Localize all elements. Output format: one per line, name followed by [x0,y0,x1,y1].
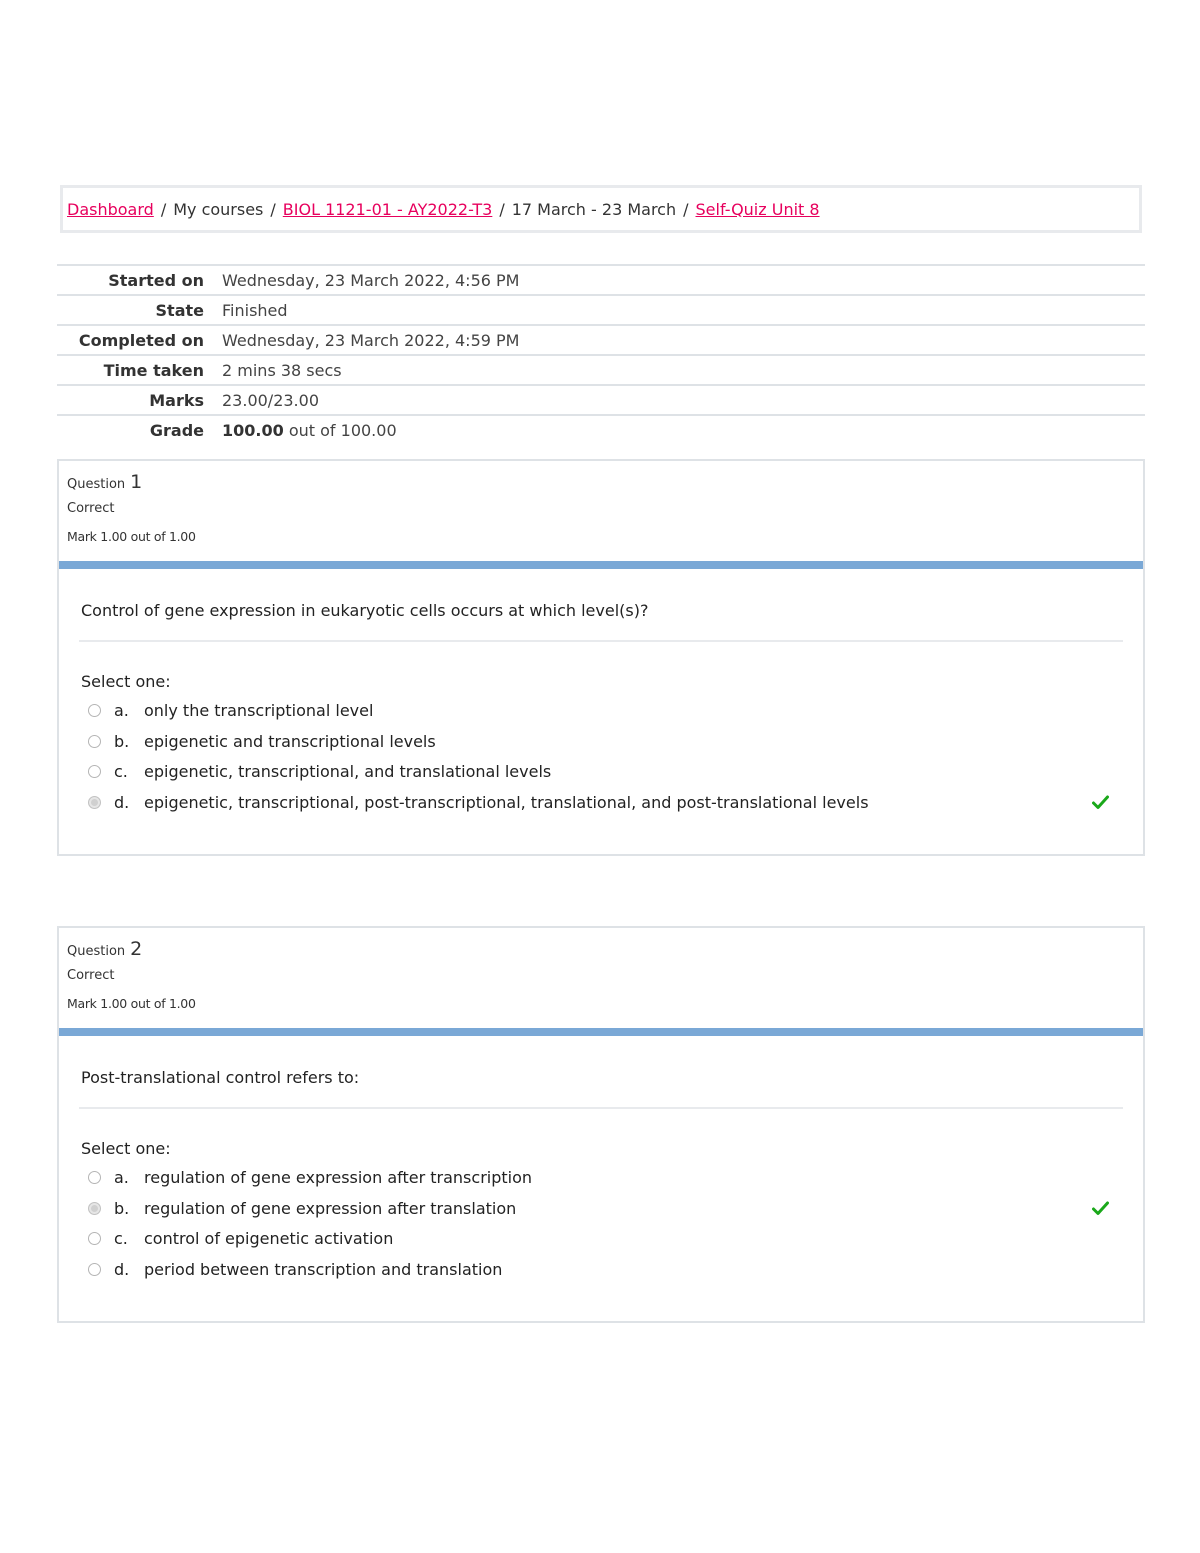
breadcrumb-separator: / [499,199,505,219]
answer-list [79,695,1123,818]
summary-label: Time taken [103,360,204,380]
answer-letter: b. [114,731,130,751]
answer-option-c[interactable] [79,1223,1123,1254]
answer-radio[interactable] [88,1171,101,1184]
grade-score: 100.00 [222,420,284,440]
breadcrumb-separator: / [683,199,689,219]
answer-letter: c. [114,1229,128,1249]
answer-letter: a. [114,1167,129,1187]
summary-row-completed-on [57,326,1145,356]
breadcrumb-my-courses: My courses [173,199,264,219]
answer-letter: d. [114,792,130,812]
summary-value: Wednesday, 23 March 2022, 4:59 PM [222,330,520,350]
answer-option-d[interactable] [79,1254,1123,1285]
breadcrumb-dashboard-link[interactable]: Dashboard [67,199,154,219]
breadcrumb-separator: / [270,199,276,219]
answer-list [79,1162,1123,1285]
summary-row-state [57,296,1145,326]
answer-letter: c. [114,762,128,782]
answer-text: period between transcription and translation [144,1259,503,1279]
answer-radio[interactable] [88,735,101,748]
question-2 [57,926,1145,1323]
answer-text: regulation of gene expression after transcription [144,1167,533,1187]
question-number: 2 [130,938,143,960]
summary-label: State [155,300,204,320]
select-one-prompt: Select one: [81,672,171,691]
breadcrumb [60,185,1142,233]
answer-radio-selected[interactable] [88,796,101,809]
answer-text: control of epigenetic activation [144,1229,394,1249]
question-info [59,461,1143,561]
answer-option-b[interactable] [79,726,1123,757]
answer-text: regulation of gene expression after translation [144,1198,517,1218]
check-icon [1092,1201,1109,1216]
answer-text: epigenetic and transcriptional levels [144,731,436,751]
question-content [59,561,1143,838]
question-number: 1 [130,471,143,493]
answer-radio[interactable] [88,1232,101,1245]
summary-value: 2 mins 38 secs [222,360,342,380]
question-content [59,1028,1143,1305]
question-1 [57,459,1145,856]
attempt-summary-table [57,264,1145,444]
question-title [67,938,1143,966]
answer-option-c[interactable] [79,756,1123,787]
answer-letter: a. [114,700,129,720]
question-mark: Mark 1.00 out of 1.00 [67,529,196,544]
breadcrumb-course-link[interactable]: BIOL 1121-01 - AY2022-T3 [282,199,493,219]
summary-row-started-on [57,266,1145,296]
answer-radio[interactable] [88,765,101,778]
answer-text: only the transcriptional level [144,700,374,720]
summary-label: Marks [149,390,204,410]
breadcrumb-week: 17 March - 23 March [511,199,677,219]
question-state: Correct [67,501,115,516]
summary-value: Finished [222,300,288,320]
question-title-prefix: Question [67,944,126,959]
answer-letter: d. [114,1259,130,1279]
question-text: Post-translational control refers to: [79,1068,1123,1109]
summary-label: Completed on [78,330,204,350]
summary-row-marks [57,386,1145,416]
answer-text: epigenetic, transcriptional, and translational levels [144,762,552,782]
summary-label: Grade [149,420,204,440]
summary-row-grade [57,416,1145,444]
question-state: Correct [67,968,115,983]
breadcrumb-quiz-link[interactable]: Self-Quiz Unit 8 [695,199,820,219]
summary-label: Started on [108,270,204,290]
summary-value [222,421,397,440]
answer-option-b[interactable] [79,1193,1123,1224]
summary-value: 23.00/23.00 [222,390,319,410]
grade-out-of: out of 100.00 [288,420,397,440]
answer-option-d[interactable] [79,787,1123,818]
answer-radio-selected[interactable] [88,1202,101,1215]
answer-letter: b. [114,1198,130,1218]
question-mark: Mark 1.00 out of 1.00 [67,996,196,1011]
question-text: Control of gene expression in eukaryotic cells occurs at which level(s)? [79,601,1123,642]
answer-option-a[interactable] [79,695,1123,726]
breadcrumb-separator: / [160,199,167,219]
question-info [59,928,1143,1028]
check-icon [1092,795,1109,810]
answer-text: epigenetic, transcriptional, post-transcriptional, translational, and post-translational levels [144,792,869,812]
select-one-prompt: Select one: [81,1139,171,1158]
answer-radio[interactable] [88,704,101,717]
question-title-prefix: Question [67,477,126,492]
answer-radio[interactable] [88,1263,101,1276]
summary-value: Wednesday, 23 March 2022, 4:56 PM [222,270,520,290]
question-title [67,471,1143,499]
answer-option-a[interactable] [79,1162,1123,1193]
summary-row-time-taken [57,356,1145,386]
